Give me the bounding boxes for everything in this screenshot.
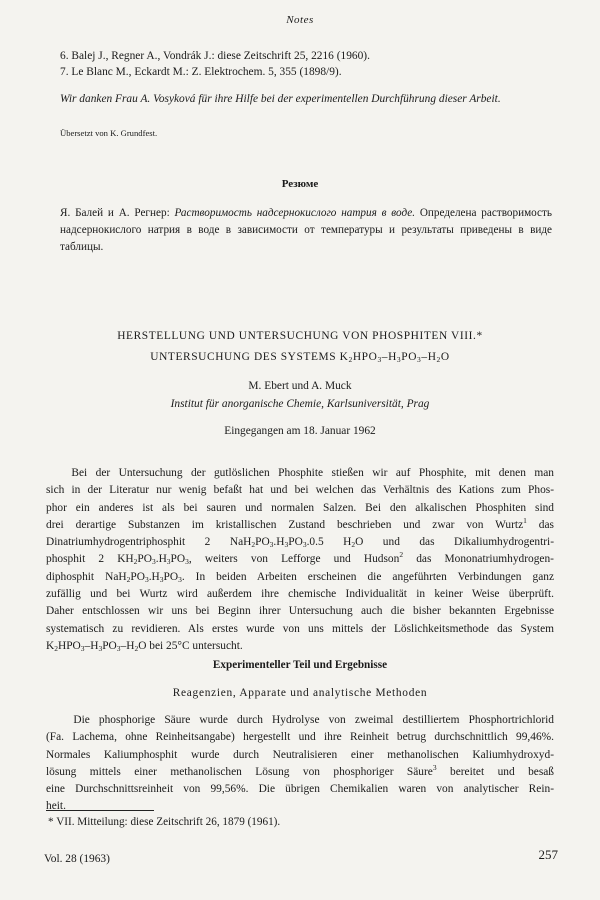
article-title-line-1: HERSTELLUNG UND UNTERSUCHUNG VON PHOSPHITEN VIII.* [117, 330, 483, 342]
footnote-divider [46, 810, 154, 811]
resume-body [60, 205, 552, 256]
reference-item [60, 50, 370, 62]
resume-authors: Я. Балей и А. Регнер: [60, 207, 170, 219]
reference-text: Le Blanc M., Eckardt M.: Z. Elektrochem. 5, 355 (1898/9). [71, 66, 342, 78]
reference-text: Balej J., Regner A., Vondrák J.: diese Zeitschrift 25, 2216 (1960). [71, 50, 370, 62]
reference-item [60, 66, 342, 78]
page-number: 257 [538, 847, 558, 862]
volume-label: Vol. 28 (1963) [44, 853, 110, 865]
footnote: * VII. Mitteilung: diese Zeitschrift 26, 1879 (1961). [48, 816, 281, 828]
received-date: Eingegangen am 18. Januar 1962 [224, 425, 376, 437]
resume-article-title: Растворимость надсернокислого натрия в воде. [174, 207, 416, 219]
resume-text: Определена растворимость надсернокислого натрия в воде в зависимости от температуры и результаты приведены в виде таблицы. [60, 207, 552, 253]
acknowledgement: Wir danken Frau A. Vosyková für ihre Hilfe bei der experimentellen Durchführung dieser Arbeit. [60, 93, 501, 105]
subsection-heading: Reagenzien, Apparate und analytische Methoden [172, 687, 428, 699]
running-head: Notes [286, 14, 314, 26]
translation-credit: Übersetzt von K. Grundfest. [60, 128, 158, 138]
article-title-line-2 [0, 351, 600, 363]
reference-number: 7. [60, 66, 69, 78]
reference-number: 6. [60, 50, 69, 62]
article-authors: M. Ebert und A. Muck [248, 380, 352, 392]
system-formula: $K_2HPO_3-H_3PO_3-H_2O$ [339, 351, 450, 364]
resume-title: Резюме [281, 178, 319, 190]
intro-paragraph: Bei der Untersuchung der gutlöslichen Phosphite stießen wir auf Phosphite, mit denen man sich in der Literatur nur wenig befaßt hat und bei welchen das Verhältnis des Kations zum Phos- phor ein anderes ist als bei sauren und normalen Salzen. Bei den alkalischen Phosphiten sind drei derartige Substanzen im kristallischen Zustand beschrieben und zwar von Wurtz$^1$ das Dinatriumhydrogentriphosphit 2 $NaH_2PO_3.H_3PO_3.0.5$ $H_2O$ und das Dikaliumhydrogentri- phosphit 2 $KH_2PO_3.H_3PO_3$, weiters von Lefforge und Hudson$^2$ das Mononatriumhydrogen- diphosphit $NaH_2PO_3.H_3PO_3$. In beiden Arbeiten erscheinen die angeführten Verbindungen ganz zufällig und bei Wurtz wird außerdem ihre chemische Individualität in keiner Weise überprüft. Daher entschlossen wir uns bei Beginn ihrer Untersuchung auch die bisher bekannten Ergebnisse systematisch zu revidieren. Als erstes wurde von uns mittels der Löslichkeitsmethode das System $K_2HPO_3-H_3PO_3-H_2O$ bei 25°C untersucht. [46, 467, 554, 653]
section-heading: Experimenteller Teil und Ergebnisse [212, 659, 388, 671]
article-title-prefix: UNTERSUCHUNG DES SYSTEMS [150, 351, 340, 363]
institute: Institut für anorganische Chemie, Karlsuniversität, Prag [170, 398, 430, 410]
methods-paragraph: Die phosphorige Säure wurde durch Hydrolyse von zweimal destilliertem Phosphortrichlorid (Fa. Lachema, ohne Reinheitsangabe) hergestellt und ihre Reinheit betrug durchschnittlich 99,46%. Normales Kaliumphosphit wurde durch Neutralisieren einer methanolischen Kaliumhydroxyd- lösung mittels einer methanolischen Lösung von phosphoriger Säure$^3$ bereitet und besaß eine Durchschnittsreinheit von 99,56%. Die übrigen Chemikalien waren von analytischer Rein- heit. [46, 714, 555, 813]
